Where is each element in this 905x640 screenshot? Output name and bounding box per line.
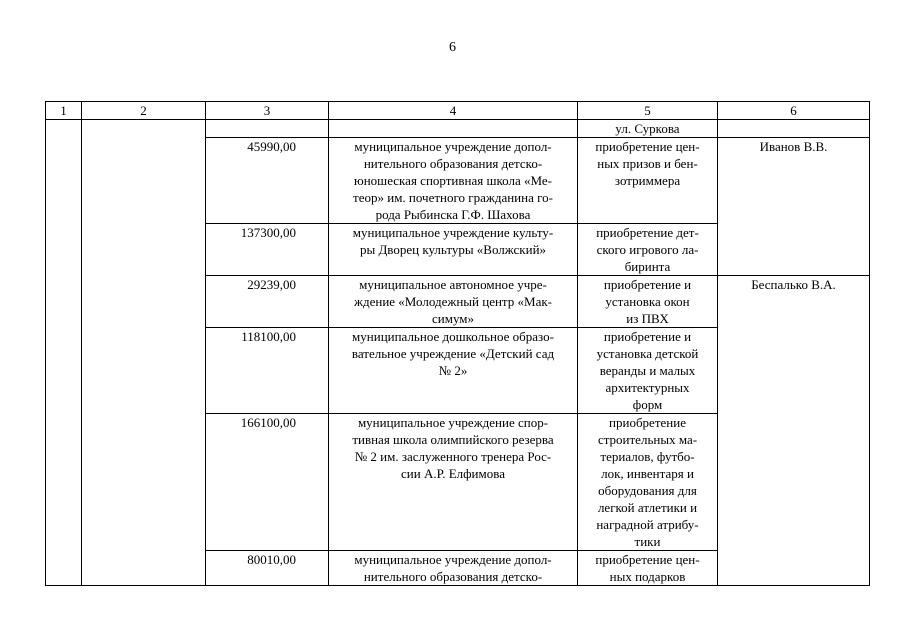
purpose-line: легкой атлетики и (597, 500, 698, 515)
header-col-5: 5 (578, 102, 718, 120)
organization-cell (329, 224, 578, 276)
org-line: ждение «Молодежный центр «Мак- (354, 294, 552, 309)
allocation-table (45, 101, 870, 586)
header-col-6: 6 (718, 102, 870, 120)
org-line: муниципальное автономное учре- (359, 277, 547, 292)
org-line: вательное учреждение «Детский сад (351, 346, 555, 361)
purpose-line: архитектурных (605, 380, 690, 395)
amount-cell: 118100,00 (206, 328, 329, 414)
org-line: № 2 им. заслуженного тренера Рос- (354, 449, 552, 464)
purpose-line: зотриммера (614, 173, 681, 188)
org-line: № 2» (438, 363, 468, 378)
org-line: нительного образования детско- (363, 156, 543, 171)
carry-over-row (46, 120, 870, 138)
org-line: ры Дворец культуры «Волжский» (359, 242, 547, 257)
purpose-line: ского игрового ла- (596, 242, 699, 257)
carry-org-cell (329, 120, 578, 138)
header-col-3: 3 (206, 102, 329, 120)
purpose-cell (578, 276, 718, 328)
purpose-line: биринта (624, 259, 671, 274)
deputy-cell: Иванов В.В. (718, 138, 870, 276)
purpose-line: приобретение и (603, 329, 692, 344)
amount-cell: 29239,00 (206, 276, 329, 328)
org-line: муниципальное учреждение допол- (354, 552, 552, 567)
purpose-cell (578, 224, 718, 276)
purpose-cell (578, 414, 718, 551)
purpose-line: оборудования для (598, 483, 697, 498)
purpose-cell (578, 551, 718, 586)
purpose-line: териалов, футбо- (600, 449, 695, 464)
amount-cell: 45990,00 (206, 138, 329, 224)
org-line: симум» (431, 311, 474, 326)
org-line: муниципальное учреждение спор- (357, 415, 549, 430)
purpose-line: установка окон (605, 294, 690, 309)
header-col-2: 2 (82, 102, 206, 120)
purpose-line: приобретение цен- (595, 552, 700, 567)
org-line: юношеская спортивная школа «Ме- (354, 173, 552, 188)
organization-cell (329, 328, 578, 414)
purpose-line: из ПВХ (626, 311, 669, 326)
amount-cell: 137300,00 (206, 224, 329, 276)
purpose-line: веранды и малых (599, 363, 696, 378)
org-line: сии А.Р. Елфимова (401, 466, 505, 481)
carry-amount-cell (206, 120, 329, 138)
organization-cell (329, 551, 578, 586)
org-line: теор» им. почетного гражданина го- (353, 190, 553, 205)
deputy-cell: Беспалько В.А. (718, 276, 870, 586)
purpose-line: ных призов и бен- (597, 156, 698, 171)
header-col-1: 1 (46, 102, 82, 120)
org-line: муниципальное дошкольное образо- (352, 329, 554, 344)
header-row (46, 102, 870, 120)
org-line: нительного образования детско- (363, 569, 543, 584)
purpose-cell (578, 138, 718, 224)
purpose-line: наградной атрибу- (596, 517, 699, 532)
purpose-line: лок, инвентаря и (601, 466, 694, 481)
purpose-line: приобретение (609, 415, 686, 430)
organization-cell (329, 138, 578, 224)
purpose-line: ных подарков (609, 569, 686, 584)
purpose-line: установка детской (596, 346, 699, 361)
header-col-4: 4 (329, 102, 578, 120)
purpose-line: приобретение дет- (596, 225, 699, 240)
purpose-line: форм (632, 397, 663, 412)
amount-cell: 166100,00 (206, 414, 329, 551)
org-line: тивная школа олимпийского резерва (352, 432, 554, 447)
col1-cell (46, 120, 82, 586)
purpose-line: тики (634, 534, 661, 549)
carry-over-purpose: ул. Суркова (578, 120, 718, 138)
purpose-line: приобретение цен- (595, 139, 700, 154)
page-number: 6 (449, 40, 456, 55)
purpose-cell (578, 328, 718, 414)
carry-deputy-cell (718, 120, 870, 138)
purpose-line: приобретение и (603, 277, 692, 292)
org-line: рода Рыбинска Г.Ф. Шахова (375, 207, 531, 222)
col2-cell (82, 120, 206, 586)
org-line: муниципальное учреждение допол- (354, 139, 552, 154)
purpose-line: строительных ма- (597, 432, 698, 447)
organization-cell (329, 276, 578, 328)
org-line: муниципальное учреждение культу- (352, 225, 554, 240)
amount-cell: 80010,00 (206, 551, 329, 586)
organization-cell (329, 414, 578, 551)
